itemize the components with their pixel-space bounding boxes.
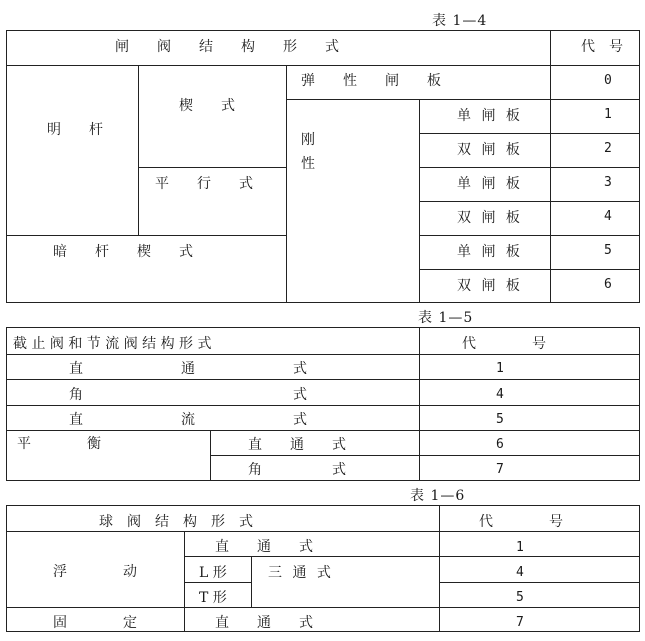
table4-code-2: 2 xyxy=(604,141,612,156)
table4 xyxy=(6,30,640,303)
table6-code: 5 xyxy=(516,590,524,605)
l-shape-text: L 形 xyxy=(199,565,227,581)
t-shape-text: T 形 xyxy=(199,590,227,606)
table5-code: 6 xyxy=(496,437,504,452)
table6-code: 4 xyxy=(516,565,524,580)
table4-row-label: 单 闸 板 xyxy=(457,176,523,192)
table4-code-0: 0 xyxy=(604,73,612,88)
table6-code: 7 xyxy=(516,615,524,630)
table6-caption: 表 1—6 xyxy=(410,488,466,504)
table4-code-4: 4 xyxy=(604,209,612,224)
table5-row-label: 直 通 式 xyxy=(248,437,346,453)
table4-row-label: 双 闸 板 xyxy=(457,278,523,294)
l-shape-label xyxy=(199,562,227,582)
table6-header-code: 代 号 xyxy=(479,514,563,530)
gang-label: 刚 xyxy=(301,132,315,148)
table5-header-type: 截 止 阀 和 节 流 阀 结 构 形 式 xyxy=(13,336,212,352)
an-gan-label: 暗 杆 楔 式 xyxy=(53,244,193,260)
table4-header-type: 闸 阀 结 构 形 式 xyxy=(115,39,339,55)
table4-code-6: 6 xyxy=(604,277,612,292)
table5-row-label: 直 通 式 xyxy=(69,361,307,377)
ping-heng-label: 平 衡 xyxy=(17,436,101,452)
t-shape-label xyxy=(199,587,227,607)
table5-code: 7 xyxy=(496,462,504,477)
table5-row-label: 角 式 xyxy=(248,462,346,478)
gu-ding-label: 固 定 xyxy=(53,615,137,631)
table5-code: 5 xyxy=(496,412,504,427)
ping-xing-label: 平 行 式 xyxy=(155,176,253,192)
table4-row-label: 单 闸 板 xyxy=(457,108,523,124)
table5-header-code: 代 号 xyxy=(462,336,546,352)
table4-code-3: 3 xyxy=(604,175,612,190)
table5 xyxy=(6,327,640,481)
table4-row-label: 单 闸 板 xyxy=(457,244,523,260)
table4-code-5: 5 xyxy=(604,243,612,258)
mo-shi-label: 楔 式 xyxy=(179,98,235,114)
table6-row-label: 直 通 式 xyxy=(215,615,313,631)
table4-header-code: 代 号 xyxy=(581,39,623,55)
table6-row-label: 直 通 式 xyxy=(215,539,313,555)
table4-row-label: 双 闸 板 xyxy=(457,210,523,226)
tan-xing-label: 弹 性 闸 板 xyxy=(301,73,441,89)
table5-row-label: 直 流 式 xyxy=(69,412,307,428)
ming-gan-label: 明 杆 xyxy=(47,122,103,138)
xing-label: 性 xyxy=(301,156,315,172)
table5-code: 4 xyxy=(496,387,504,402)
table4-caption: 表 1—4 xyxy=(432,13,488,29)
fu-dong-label: 浮 动 xyxy=(53,564,137,580)
table6-code: 1 xyxy=(516,540,524,555)
san-tong-label: 三 通 式 xyxy=(268,565,334,581)
table5-caption: 表 1—5 xyxy=(418,310,474,326)
table5-row-label: 角 式 xyxy=(69,387,307,403)
table4-row-label: 双 闸 板 xyxy=(457,142,523,158)
table4-code-1: 1 xyxy=(604,107,612,122)
table5-code: 1 xyxy=(496,361,504,376)
table6-header-type: 球 阀 结 构 形 式 xyxy=(99,514,253,530)
table6 xyxy=(6,505,640,632)
